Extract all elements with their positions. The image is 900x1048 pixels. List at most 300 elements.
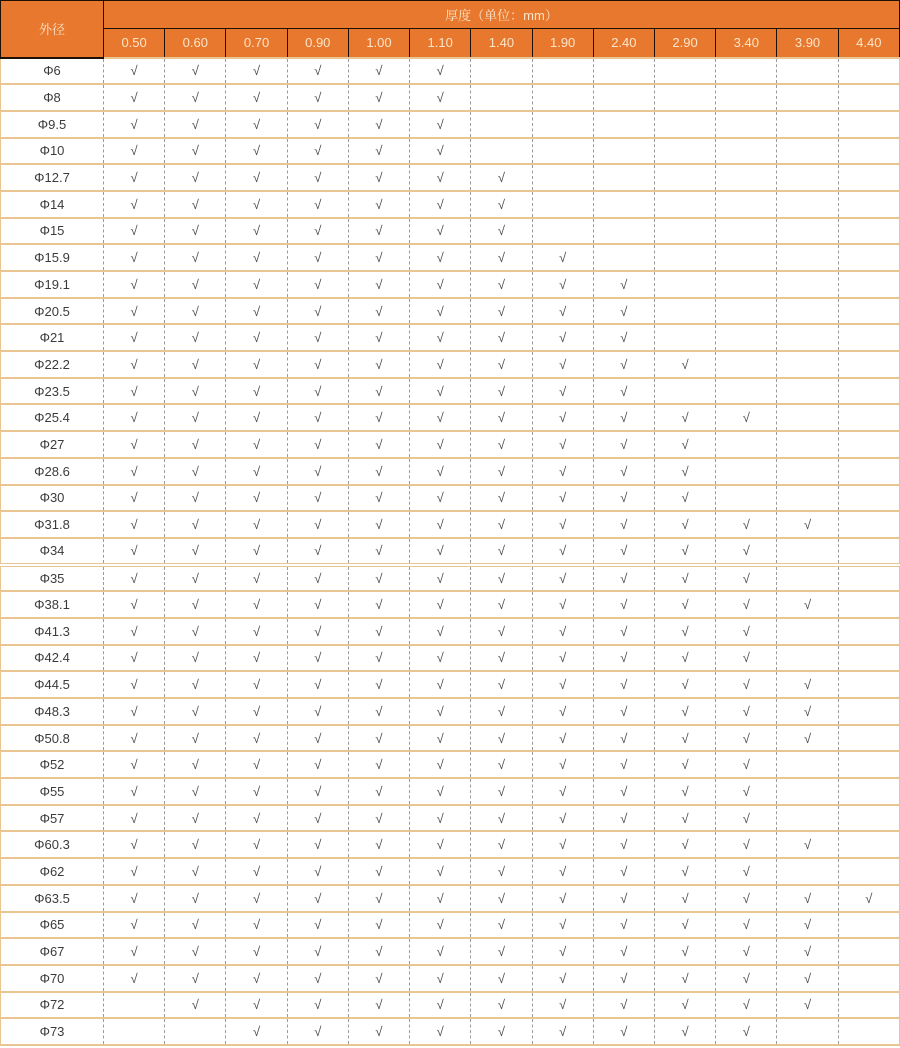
check-cell: √	[226, 938, 287, 965]
check-cell: √	[532, 938, 593, 965]
check-cell: √	[410, 218, 471, 245]
diameter-label: Φ8	[1, 84, 104, 111]
check-cell: √	[104, 351, 165, 378]
check-cell: √	[226, 992, 287, 1019]
check-cell: √	[287, 191, 348, 218]
check-cell: √	[104, 831, 165, 858]
diameter-label: Φ21	[1, 324, 104, 351]
check-cell: √	[348, 138, 409, 165]
empty-cell	[838, 271, 899, 298]
check-cell: √	[593, 698, 654, 725]
check-cell: √	[287, 858, 348, 885]
check-cell: √	[532, 778, 593, 805]
check-cell: √	[471, 164, 532, 191]
check-cell: √	[654, 885, 715, 912]
check-cell: √	[593, 458, 654, 485]
check-cell: √	[777, 698, 838, 725]
check-cell: √	[226, 298, 287, 325]
check-cell: √	[287, 778, 348, 805]
check-cell: √	[716, 751, 777, 778]
table-row	[1, 404, 900, 431]
check-cell: √	[593, 778, 654, 805]
check-cell: √	[410, 351, 471, 378]
check-cell: √	[287, 351, 348, 378]
check-cell: √	[410, 778, 471, 805]
check-cell: √	[104, 538, 165, 565]
table-row	[1, 351, 900, 378]
empty-cell	[777, 244, 838, 271]
check-cell: √	[593, 992, 654, 1019]
empty-cell	[838, 404, 899, 431]
empty-cell	[777, 805, 838, 832]
check-cell: √	[471, 645, 532, 672]
check-cell: √	[165, 698, 226, 725]
check-cell: √	[532, 271, 593, 298]
diameter-label: Φ14	[1, 191, 104, 218]
table-row	[1, 565, 900, 592]
empty-cell	[777, 404, 838, 431]
empty-cell	[471, 58, 532, 85]
table-row	[1, 831, 900, 858]
check-cell: √	[410, 84, 471, 111]
check-cell: √	[165, 271, 226, 298]
thickness-col-header: 2.40	[593, 29, 654, 58]
check-cell: √	[287, 992, 348, 1019]
check-cell: √	[410, 645, 471, 672]
table-row	[1, 671, 900, 698]
check-cell: √	[532, 324, 593, 351]
check-cell: √	[104, 218, 165, 245]
diameter-label: Φ34	[1, 538, 104, 565]
check-cell: √	[104, 431, 165, 458]
check-cell: √	[165, 84, 226, 111]
diameter-label: Φ28.6	[1, 458, 104, 485]
check-cell: √	[287, 138, 348, 165]
empty-cell	[838, 378, 899, 405]
empty-cell	[532, 111, 593, 138]
check-cell: √	[104, 965, 165, 992]
empty-cell	[838, 938, 899, 965]
check-cell: √	[104, 511, 165, 538]
check-cell: √	[348, 965, 409, 992]
table-row	[1, 511, 900, 538]
diameter-label: Φ67	[1, 938, 104, 965]
empty-cell	[716, 164, 777, 191]
check-cell: √	[104, 324, 165, 351]
check-cell: √	[471, 298, 532, 325]
check-cell: √	[593, 671, 654, 698]
diameter-label: Φ15	[1, 218, 104, 245]
empty-cell	[593, 218, 654, 245]
check-cell: √	[410, 591, 471, 618]
check-cell: √	[287, 218, 348, 245]
check-cell: √	[348, 84, 409, 111]
check-cell: √	[104, 698, 165, 725]
check-cell: √	[410, 992, 471, 1019]
check-cell: √	[593, 725, 654, 752]
check-cell: √	[226, 591, 287, 618]
empty-cell	[777, 378, 838, 405]
check-cell: √	[654, 751, 715, 778]
check-cell: √	[226, 485, 287, 512]
thickness-col-header: 2.90	[654, 29, 715, 58]
check-cell: √	[165, 538, 226, 565]
check-cell: √	[165, 378, 226, 405]
check-cell: √	[532, 885, 593, 912]
table-row	[1, 111, 900, 138]
check-cell: √	[348, 885, 409, 912]
check-cell: √	[777, 725, 838, 752]
empty-cell	[593, 84, 654, 111]
check-cell: √	[226, 671, 287, 698]
check-cell: √	[716, 831, 777, 858]
check-cell: √	[104, 164, 165, 191]
check-cell: √	[287, 725, 348, 752]
empty-cell	[716, 218, 777, 245]
check-cell: √	[410, 485, 471, 512]
check-cell: √	[654, 671, 715, 698]
diameter-label: Φ55	[1, 778, 104, 805]
check-cell: √	[532, 485, 593, 512]
thickness-col-header: 0.50	[104, 29, 165, 58]
check-cell: √	[287, 271, 348, 298]
diameter-label: Φ72	[1, 992, 104, 1019]
check-cell: √	[471, 938, 532, 965]
empty-cell	[593, 244, 654, 271]
empty-cell	[777, 645, 838, 672]
check-cell: √	[348, 1018, 409, 1045]
check-cell: √	[287, 831, 348, 858]
diameter-label: Φ42.4	[1, 645, 104, 672]
empty-cell	[716, 298, 777, 325]
check-cell: √	[348, 111, 409, 138]
check-cell: √	[654, 805, 715, 832]
table-row	[1, 591, 900, 618]
check-cell: √	[716, 992, 777, 1019]
empty-cell	[838, 191, 899, 218]
check-cell: √	[348, 58, 409, 85]
check-cell: √	[348, 618, 409, 645]
check-cell: √	[104, 645, 165, 672]
check-cell: √	[226, 404, 287, 431]
check-cell: √	[287, 618, 348, 645]
check-cell: √	[104, 885, 165, 912]
empty-cell	[838, 751, 899, 778]
empty-cell	[777, 58, 838, 85]
check-cell: √	[716, 725, 777, 752]
check-cell: √	[471, 458, 532, 485]
table-row	[1, 244, 900, 271]
empty-cell	[716, 271, 777, 298]
check-cell: √	[471, 671, 532, 698]
check-cell: √	[348, 271, 409, 298]
empty-cell	[838, 244, 899, 271]
check-cell: √	[410, 191, 471, 218]
thickness-col-header: 4.40	[838, 29, 899, 58]
check-cell: √	[532, 351, 593, 378]
check-cell: √	[593, 404, 654, 431]
table-row	[1, 938, 900, 965]
check-cell: √	[716, 538, 777, 565]
empty-cell	[838, 111, 899, 138]
empty-cell	[165, 1018, 226, 1045]
check-cell: √	[165, 244, 226, 271]
check-cell: √	[287, 965, 348, 992]
table-row	[1, 858, 900, 885]
empty-cell	[471, 111, 532, 138]
empty-cell	[838, 511, 899, 538]
check-cell: √	[226, 58, 287, 85]
thickness-col-header: 3.40	[716, 29, 777, 58]
empty-cell	[716, 58, 777, 85]
check-cell: √	[593, 271, 654, 298]
table-row	[1, 778, 900, 805]
check-cell: √	[287, 698, 348, 725]
check-cell: √	[410, 671, 471, 698]
empty-cell	[838, 831, 899, 858]
check-cell: √	[287, 1018, 348, 1045]
diameter-label: Φ10	[1, 138, 104, 165]
check-cell: √	[410, 404, 471, 431]
check-cell: √	[104, 244, 165, 271]
empty-cell	[716, 378, 777, 405]
check-cell: √	[777, 591, 838, 618]
check-cell: √	[165, 218, 226, 245]
check-cell: √	[287, 431, 348, 458]
check-cell: √	[410, 885, 471, 912]
table-row	[1, 485, 900, 512]
table-header	[1, 1, 900, 58]
check-cell: √	[471, 404, 532, 431]
check-cell: √	[287, 751, 348, 778]
check-cell: √	[654, 538, 715, 565]
check-cell: √	[226, 111, 287, 138]
check-cell: √	[165, 831, 226, 858]
check-cell: √	[410, 164, 471, 191]
empty-cell	[838, 591, 899, 618]
empty-cell	[777, 618, 838, 645]
check-cell: √	[287, 458, 348, 485]
check-cell: √	[104, 458, 165, 485]
check-cell: √	[104, 591, 165, 618]
diameter-label: Φ9.5	[1, 111, 104, 138]
check-cell: √	[654, 458, 715, 485]
check-cell: √	[348, 298, 409, 325]
check-cell: √	[593, 378, 654, 405]
check-cell: √	[410, 111, 471, 138]
check-cell: √	[287, 378, 348, 405]
check-cell: √	[593, 591, 654, 618]
check-cell: √	[532, 404, 593, 431]
check-cell: √	[471, 965, 532, 992]
check-cell: √	[226, 138, 287, 165]
check-cell: √	[654, 618, 715, 645]
check-cell: √	[226, 244, 287, 271]
check-cell: √	[532, 565, 593, 592]
check-cell: √	[104, 858, 165, 885]
check-cell: √	[471, 538, 532, 565]
check-cell: √	[287, 591, 348, 618]
empty-cell	[777, 1018, 838, 1045]
diameter-label: Φ27	[1, 431, 104, 458]
check-cell: √	[287, 938, 348, 965]
check-cell: √	[410, 458, 471, 485]
check-cell: √	[226, 751, 287, 778]
check-cell: √	[532, 725, 593, 752]
empty-cell	[777, 271, 838, 298]
check-cell: √	[716, 885, 777, 912]
check-cell: √	[287, 244, 348, 271]
check-cell: √	[593, 858, 654, 885]
empty-cell	[471, 84, 532, 111]
empty-cell	[777, 138, 838, 165]
check-cell: √	[410, 965, 471, 992]
check-cell: √	[165, 645, 226, 672]
thickness-group-header: 厚度（单位：mm）	[104, 1, 900, 29]
empty-cell	[654, 378, 715, 405]
check-cell: √	[716, 778, 777, 805]
check-cell: √	[593, 751, 654, 778]
diameter-label: Φ19.1	[1, 271, 104, 298]
check-cell: √	[226, 645, 287, 672]
check-cell: √	[593, 1018, 654, 1045]
check-cell: √	[654, 511, 715, 538]
check-cell: √	[348, 324, 409, 351]
empty-cell	[838, 58, 899, 85]
empty-cell	[716, 138, 777, 165]
check-cell: √	[410, 938, 471, 965]
check-cell: √	[348, 404, 409, 431]
thickness-col-header: 3.90	[777, 29, 838, 58]
check-cell: √	[287, 805, 348, 832]
diameter-label: Φ62	[1, 858, 104, 885]
empty-cell	[838, 324, 899, 351]
check-cell: √	[226, 378, 287, 405]
check-cell: √	[104, 111, 165, 138]
thickness-col-header: 0.90	[287, 29, 348, 58]
check-cell: √	[165, 938, 226, 965]
table-row	[1, 298, 900, 325]
check-cell: √	[593, 565, 654, 592]
empty-cell	[838, 805, 899, 832]
check-cell: √	[226, 618, 287, 645]
check-cell: √	[165, 565, 226, 592]
empty-cell	[838, 218, 899, 245]
check-cell: √	[532, 645, 593, 672]
check-cell: √	[654, 591, 715, 618]
table-row	[1, 191, 900, 218]
thickness-col-header: 1.40	[471, 29, 532, 58]
check-cell: √	[226, 458, 287, 485]
check-cell: √	[410, 565, 471, 592]
check-cell: √	[165, 431, 226, 458]
check-cell: √	[165, 298, 226, 325]
check-cell: √	[716, 698, 777, 725]
diameter-label: Φ20.5	[1, 298, 104, 325]
check-cell: √	[165, 138, 226, 165]
check-cell: √	[104, 84, 165, 111]
check-cell: √	[104, 485, 165, 512]
check-cell: √	[165, 671, 226, 698]
check-cell: √	[532, 912, 593, 939]
empty-cell	[838, 485, 899, 512]
check-cell: √	[777, 938, 838, 965]
empty-cell	[532, 218, 593, 245]
check-cell: √	[654, 965, 715, 992]
check-cell: √	[471, 778, 532, 805]
empty-cell	[532, 191, 593, 218]
empty-cell	[777, 111, 838, 138]
table-row	[1, 458, 900, 485]
check-cell: √	[165, 485, 226, 512]
check-cell: √	[471, 992, 532, 1019]
check-cell: √	[226, 324, 287, 351]
check-cell: √	[287, 671, 348, 698]
empty-cell	[838, 618, 899, 645]
check-cell: √	[716, 805, 777, 832]
check-cell: √	[348, 725, 409, 752]
check-cell: √	[654, 725, 715, 752]
check-cell: √	[165, 805, 226, 832]
check-cell: √	[226, 912, 287, 939]
check-cell: √	[287, 298, 348, 325]
check-cell: √	[348, 671, 409, 698]
empty-cell	[838, 1018, 899, 1045]
check-cell: √	[287, 912, 348, 939]
diameter-label: Φ22.2	[1, 351, 104, 378]
check-cell: √	[471, 1018, 532, 1045]
check-cell: √	[410, 912, 471, 939]
empty-cell	[654, 84, 715, 111]
check-cell: √	[348, 698, 409, 725]
empty-cell	[777, 218, 838, 245]
diameter-label: Φ38.1	[1, 591, 104, 618]
check-cell: √	[593, 538, 654, 565]
check-cell: √	[348, 858, 409, 885]
empty-cell	[654, 271, 715, 298]
check-cell: √	[165, 404, 226, 431]
check-cell: √	[532, 298, 593, 325]
check-cell: √	[532, 378, 593, 405]
check-cell: √	[410, 831, 471, 858]
empty-cell	[654, 138, 715, 165]
check-cell: √	[165, 778, 226, 805]
empty-cell	[838, 458, 899, 485]
check-cell: √	[654, 992, 715, 1019]
empty-cell	[777, 164, 838, 191]
check-cell: √	[532, 698, 593, 725]
diameter-label: Φ6	[1, 58, 104, 85]
check-cell: √	[104, 298, 165, 325]
check-cell: √	[471, 378, 532, 405]
check-cell: √	[532, 671, 593, 698]
check-cell: √	[471, 351, 532, 378]
check-cell: √	[471, 885, 532, 912]
check-cell: √	[104, 58, 165, 85]
table-row	[1, 378, 900, 405]
empty-cell	[593, 111, 654, 138]
check-cell: √	[226, 1018, 287, 1045]
check-cell: √	[532, 965, 593, 992]
check-cell: √	[165, 618, 226, 645]
table-row	[1, 164, 900, 191]
diameter-label: Φ60.3	[1, 831, 104, 858]
empty-cell	[838, 164, 899, 191]
diameter-label: Φ50.8	[1, 725, 104, 752]
check-cell: √	[287, 885, 348, 912]
check-cell: √	[226, 885, 287, 912]
empty-cell	[104, 992, 165, 1019]
